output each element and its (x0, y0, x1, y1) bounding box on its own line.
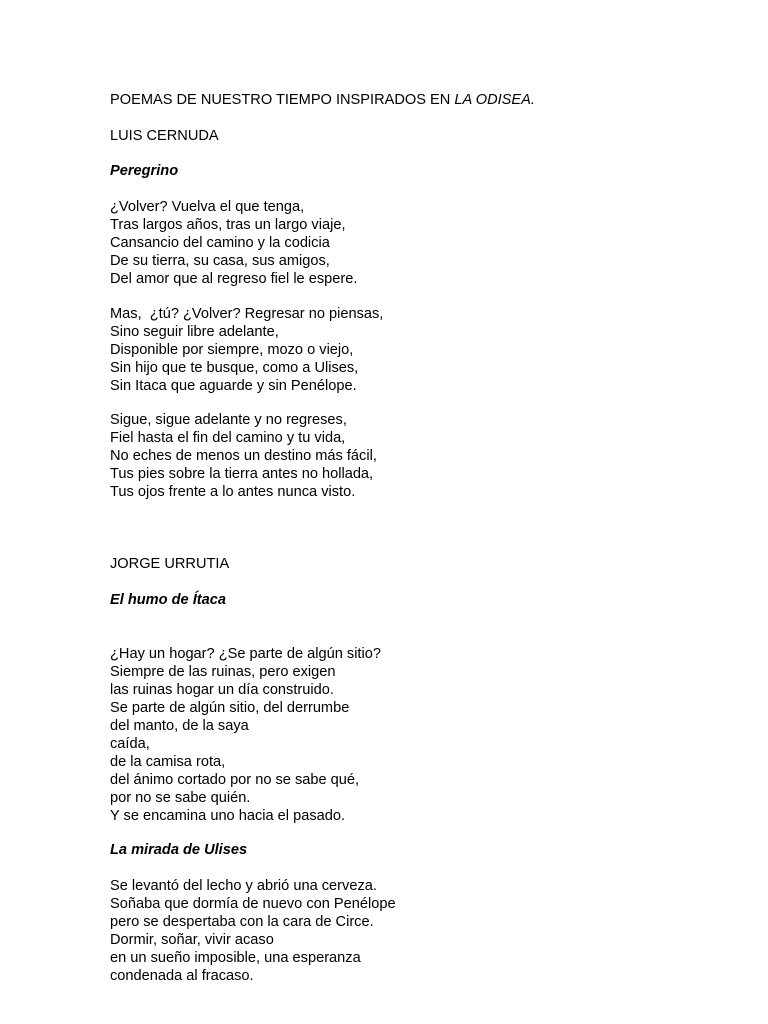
poem-line: Fiel hasta el fin del camino y tu vida, (110, 430, 346, 446)
poem-title (110, 591, 226, 609)
author-name (110, 555, 229, 573)
poem-line: del ánimo cortado por no se sabe qué, (110, 772, 360, 788)
poem-line: Sigue, sigue adelante y no regreses, (110, 412, 347, 428)
stanza (110, 645, 381, 825)
poem-title-peregrino: Peregrino (110, 163, 179, 179)
poem-line: Mas, ¿tú? ¿Volver? Regresar no piensas, (110, 306, 384, 322)
poem-line: caída, (110, 736, 150, 752)
poem-line: Se levantó del lecho y abrió una cerveza. (110, 878, 377, 894)
poem-title-la-mirada-de-ulises: La mirada de Ulises (110, 842, 248, 858)
stanza (110, 198, 357, 288)
poem-line: de la camisa rota, (110, 754, 226, 770)
poem-title (110, 162, 178, 180)
poem-line: Se parte de algún sitio, del derrumbe (110, 700, 350, 716)
poem-title (110, 841, 247, 859)
poem-line: Tus ojos frente a lo antes nunca visto. (110, 484, 356, 500)
poem-line: del manto, de la saya (110, 718, 249, 734)
stanza (110, 411, 377, 501)
poem-line: Sino seguir libre adelante, (110, 324, 279, 340)
poem-line: Sin hijo que te busque, como a Ulises, (110, 360, 359, 376)
poem-line: las ruinas hogar un día construido. (110, 682, 334, 698)
author-cernuda: LUIS CERNUDA (110, 128, 219, 144)
author-name (110, 127, 219, 145)
author-urrutia: JORGE URRUTIA (110, 556, 230, 572)
poem-line: Tus pies sobre la tierra antes no hollada, (110, 466, 374, 482)
poem-line: condenada al fracaso. (110, 968, 254, 984)
poem-line: Tras largos años, tras un largo viaje, (110, 217, 346, 233)
poem-line: Del amor que al regreso fiel le espere. (110, 271, 358, 287)
poem-line: Siempre de las ruinas, pero exigen (110, 664, 336, 680)
heading-italic-title: LA ODISEA. (454, 92, 535, 108)
poem-line: Disponible por siempre, mozo o viejo, (110, 342, 354, 358)
poem-line: No eches de menos un destino más fácil, (110, 448, 377, 464)
poem-line: por no se sabe quién. (110, 790, 251, 806)
stanza (110, 305, 383, 395)
poem-line: Dormir, soñar, vivir acaso (110, 932, 274, 948)
poem-line: en un sueño imposible, una esperanza (110, 950, 361, 966)
poem-line: ¿Volver? Vuelva el que tenga, (110, 199, 305, 215)
poem-line: Sin Itaca que aguarde y sin Penélope. (110, 378, 357, 394)
stanza (110, 877, 396, 985)
poem-line: pero se despertaba con la cara de Circe. (110, 914, 374, 930)
document-heading (110, 91, 535, 109)
poem-title-el-humo-de-itaca: El humo de Ítaca (110, 592, 226, 608)
poem-line: De su tierra, su casa, sus amigos, (110, 253, 330, 269)
poem-line: Cansancio del camino y la codicia (110, 235, 330, 251)
poem-line: Y se encamina uno hacia el pasado. (110, 808, 346, 824)
poem-line: ¿Hay un hogar? ¿Se parte de algún sitio? (110, 646, 381, 662)
poem-line: Soñaba que dormía de nuevo con Penélope (110, 896, 396, 912)
heading-text: POEMAS DE NUESTRO TIEMPO INSPIRADOS EN (110, 92, 455, 108)
